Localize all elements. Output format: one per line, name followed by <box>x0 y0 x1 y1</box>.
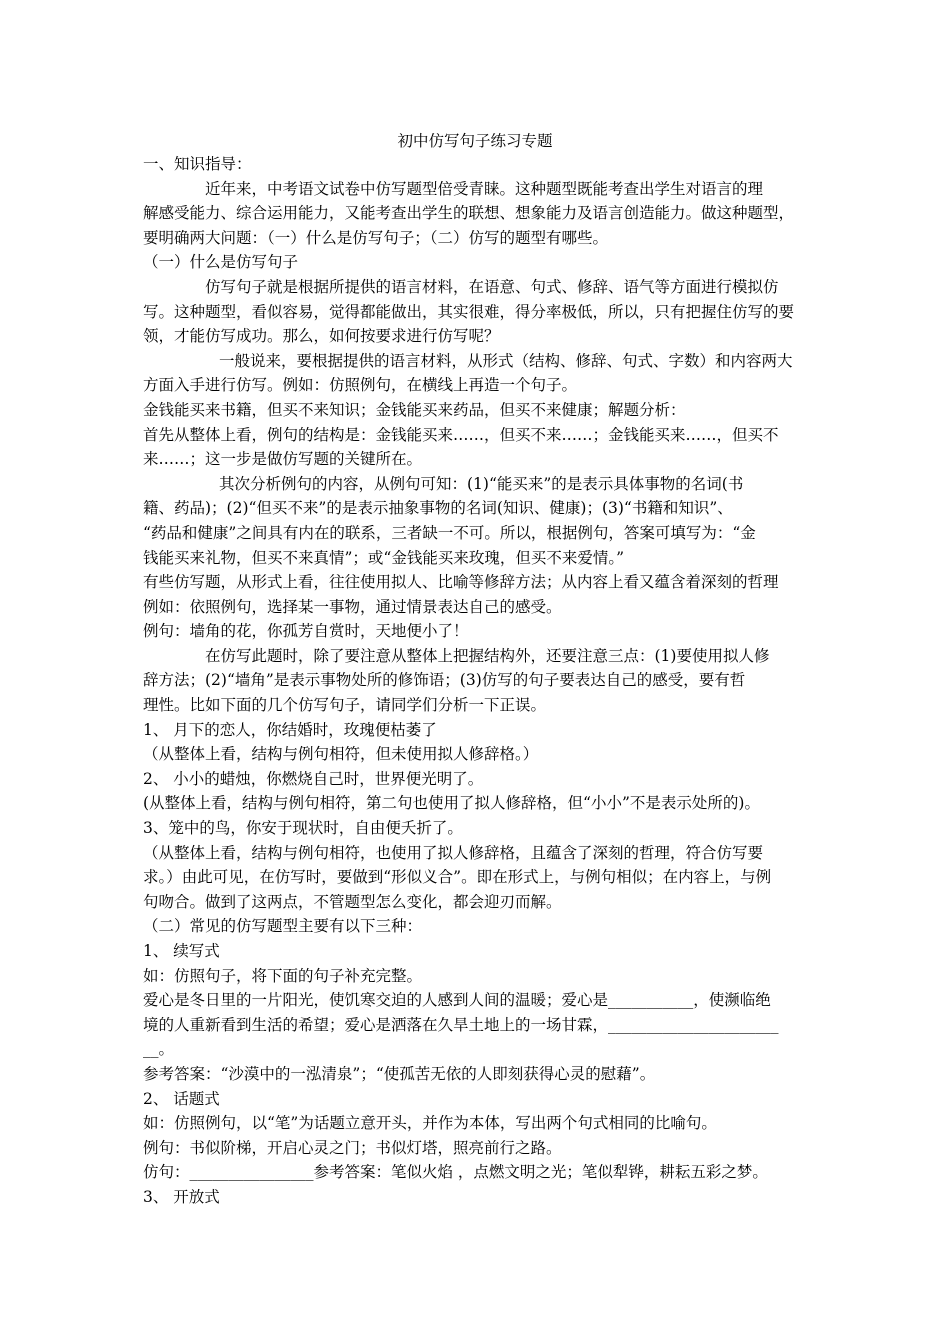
document-body <box>143 152 811 1210</box>
text-line: 理性。比如下面的几个仿写句子，请同学们分析一下正误。 <box>143 696 547 715</box>
text-line: 2、 话题式 <box>143 1089 220 1108</box>
text-line: （一）什么是仿写句子 <box>143 253 299 272</box>
text-line: 1、 续写式 <box>143 942 220 960</box>
text-line: 辞方法；(2)“墙角”是表示事物处所的修饰语；(3)仿写的句子要表达自己的感受，要有哲 <box>143 671 746 690</box>
text-line: 来……；这一步是做仿写题的关键所在。 <box>143 450 423 469</box>
text-line: 仿句：________________参考答案：笔似火焰 ，点燃文明之光；笔似犁铧，耕耘五彩之梦。 <box>143 1163 768 1182</box>
text-line: 方面入手进行仿写。例如：仿照例句，在横线上再造一个句子。 <box>143 376 578 395</box>
text-line: 2、 小小的蜡烛，你燃烧自己时，世界便光明了。 <box>143 769 484 788</box>
text-line: 籍、药品)；(2)“但买不来”的是表示抽象事物的名词(知识、健康)；(3)“书籍和知识”、 <box>143 499 733 518</box>
text-line: 一、知识指导： <box>143 155 252 173</box>
text-line: 3、笼中的鸟，你安于现状时，自由便夭折了。 <box>143 819 463 838</box>
text-line: 解感受能力、综合运用能力，又能考查出学生的联想、想象能力及语言创造能力。做这种题型， <box>143 204 795 223</box>
text-line: 境的人重新看到生活的希望；爱心是洒落在久旱土地上的一场甘霖，______________________ <box>143 1015 779 1034</box>
text-line: 例句：墙角的花，你孤芳自赏时，天地便小了！ <box>143 622 469 641</box>
text-line: 写。这种题型，看似容易，觉得都能做出，其实很难，得分率极低，所以，只有把握住仿写的要 <box>143 302 795 321</box>
text-line: 仿写句子就是根据所提供的语言材料，在语意、句式、修辞、语气等方面进行模拟仿 <box>205 277 779 296</box>
document-title: 初中仿写句子练习专题 <box>397 132 553 150</box>
text-line: 1、 月下的恋人，你结婚时，玫瑰便枯萎了 <box>143 720 437 739</box>
text-line: 一般说来，要根据提供的语言材料，从形式（结构、修辞、句式、字数）和内容两大 <box>219 351 793 370</box>
text-line: 3、 开放式 <box>143 1187 220 1206</box>
text-line: 有些仿写题，从形式上看，往往使用拟人、比喻等修辞方法；从内容上看又蕴含着深刻的哲理 <box>143 573 779 592</box>
text-line: 求。）由此可见，在仿写时，要做到“形似义合”。即在形式上，与例句相似；在内容上，与例 <box>143 868 772 887</box>
text-line: （从整体上看，结构与例句相符，也使用了拟人修辞格，且蕴含了深刻的哲理，符合仿写要 <box>143 843 764 862</box>
text-line: 如：仿照句子，将下面的句子补充完整。 <box>143 966 423 985</box>
text-line: 爱心是冬日里的一片阳光，使饥寒交迫的人感到人间的温暖；爱心是___________，使濒临绝 <box>143 991 771 1010</box>
text-line: “药品和健康”之间具有内在的联系，三者缺一不可。所以，根据例句，答案可填写为：“金 <box>143 523 756 542</box>
text-line: 金钱能买来书籍，但买不来知识；金钱能买来药品，但买不来健康；解题分析： <box>143 400 686 419</box>
text-line: 例句：书似阶梯，开启心灵之门；书似灯塔，照亮前行之路。 <box>143 1138 562 1157</box>
text-line: 如：仿照例句，以“笔”为话题立意开头，并作为本体，写出两个句式相同的比喻句。 <box>143 1114 717 1133</box>
text-line: 例如：依照例句，选择某一事物，通过情景表达自己的感受。 <box>143 597 562 616</box>
text-line: __。 <box>143 1040 175 1059</box>
text-line: （从整体上看，结构与例句相符，但未使用拟人修辞格。） <box>143 745 539 764</box>
text-line: （二）常见的仿写题型主要有以下三种： <box>143 917 423 936</box>
text-line: 钱能买来礼物，但买不来真情”；或“金钱能买来玫瑰，但买不来爱情。” <box>143 548 625 567</box>
text-line: 近年来，中考语文试卷中仿写题型倍受青睐。这种题型既能考查出学生对语言的理 <box>205 179 764 198</box>
text-line: 其次分析例句的内容，从例句可知：(1)“能买来”的是表示具体事物的名词(书 <box>219 474 744 493</box>
text-line: 参考答案：“沙漠中的一泓清泉”；“使孤苦无依的人即刻获得心灵的慰藉”。 <box>143 1064 656 1083</box>
text-line: 首先从整体上看，例句的结构是：金钱能买来……，但买不来……；金钱能买来……，但买不 <box>143 425 779 444</box>
text-line: 要明确两大问题：（一）什么是仿写句子；（二）仿写的题型有哪些。 <box>143 228 609 247</box>
text-line: 句吻合。做到了这两点，不管题型怎么变化，都会迎刃而解。 <box>143 892 562 911</box>
text-line: (从整体上看，结构与例句相符，第二句也使用了拟人修辞格，但“小小”不是表示处所的)。 <box>143 794 760 813</box>
text-line: 在仿写此题时，除了要注意从整体上把握结构外，还要注意三点：(1)要使用拟人修 <box>205 646 770 665</box>
text-line: 领，才能仿写成功。那么，如何按要求进行仿写呢？ <box>143 327 500 346</box>
